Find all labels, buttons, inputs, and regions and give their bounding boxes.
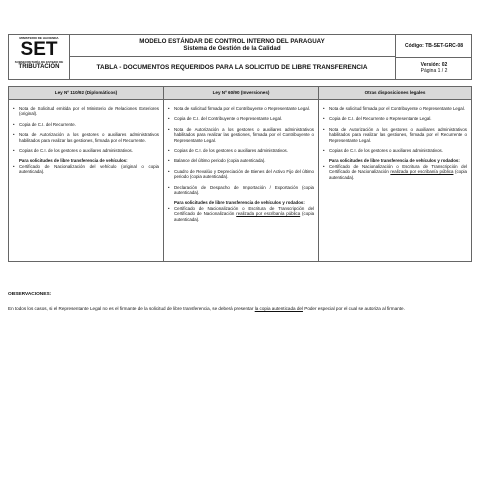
list-item: • Certificado de Nacionalización del vehículo (original o copia autenticada). bbox=[13, 164, 159, 175]
version-box bbox=[396, 57, 472, 79]
list-item: • Copia de C.I. del Recurrente. bbox=[13, 122, 159, 127]
header-table-title: TABLA - DOCUMENTOS REQUERIDOS PARA LA SOLICITUD DE LIBRE TRANSFERENCIA bbox=[96, 64, 368, 71]
document-code: Código: TB-SET-GRC-08 bbox=[396, 35, 472, 58]
list-item: • Balance del último periodo (copia autenticada). bbox=[168, 158, 314, 163]
list-item: • Nota de Autorización a los gestores o auxiliares administrativos habilitados para realizar las gestiones, firmada por el Contribuyente o Representante Legal. bbox=[168, 127, 314, 143]
vehicle-section-title: Para solicitudes de libre transferencia de vehículos y rodados: bbox=[174, 200, 305, 206]
logo-ministry-text: MINISTERIO DE HACIENDA bbox=[19, 36, 59, 40]
vehicle-item-underlined: realizada por escribanía pública bbox=[236, 211, 301, 217]
header-meta bbox=[395, 35, 472, 79]
list-item: • Declaración de Despacho de Importación / Exportación (copia autenticada). bbox=[168, 185, 314, 196]
page-number: Página 1 / 2 bbox=[420, 68, 448, 74]
column-cell bbox=[164, 100, 318, 222]
observations-text-end: Poder especial por el cual se autoriza al firmante. bbox=[304, 306, 405, 311]
logo-set-text: SET bbox=[20, 39, 58, 60]
vehicle-item-tail: (copia autenticada). bbox=[329, 169, 467, 180]
column-header: Ley Nº 110/92 (Diplomáticos) bbox=[9, 87, 163, 100]
header-title-box bbox=[69, 35, 395, 57]
column-otras bbox=[319, 87, 471, 261]
list-item: • Cuadro de Revalúo y Depreciación de Bienes del Activo Fijo del último periodo (copia autenticada). bbox=[168, 169, 314, 180]
vehicle-section-title: Para solicitudes de libre transferencia de vehículos: bbox=[19, 158, 128, 164]
header-title-line1: MODELO ESTÁNDAR DE CONTROL INTERNO DEL PARAGUAY bbox=[139, 38, 325, 45]
observations-text bbox=[8, 306, 470, 312]
column-header: Ley Nº 60/90 (Inversiones) bbox=[164, 87, 318, 100]
logo-tributacion-text: TRIBUTACIÓN bbox=[18, 64, 60, 70]
header-titles bbox=[69, 35, 395, 79]
list-item: • Copias de C.I. de los gestores o auxiliares administrativos. bbox=[168, 148, 314, 153]
vehicle-item-text: Certificado de Nacionalización o Escritura de Transcripción del Certificado de Nacionalización bbox=[174, 205, 314, 217]
requirements-table bbox=[8, 86, 472, 262]
list-item: • Nota de Solicitud emitida por el Ministerio de Relaciones Exteriores (original). bbox=[13, 106, 159, 117]
vehicle-item-underlined: realizada por escribanía pública bbox=[390, 169, 454, 175]
column-diplomaticos bbox=[9, 87, 164, 261]
header-title-line2: Sistema de Gestión de la Calidad bbox=[183, 45, 281, 52]
column-inversiones bbox=[164, 87, 319, 261]
list-item: • Copias de C.I. de los gestores o auxiliares administrativos. bbox=[13, 148, 159, 153]
column-cell bbox=[319, 100, 471, 180]
observations-title: OBSERVACIONES: bbox=[8, 292, 52, 297]
list-item: • Nota de Autorización a los gestores o auxiliares administrativos habilitados para realizar las gestiones, firmada por el Recurrente. bbox=[13, 132, 159, 143]
vehicle-section-title: Para solicitudes de libre transferencia de vehículos y rodados: bbox=[329, 158, 460, 164]
observations-text-start: En todos los casos, si el Representante Legal no es el firmante de la solicitud de libre transferencia, se deberá presentar bbox=[8, 306, 254, 311]
list-item: • Nota de Autorización a los gestores o auxiliares administrativos habilitados para realizar las gestiones, firmada por el Recurrente o Representante Legal. bbox=[323, 127, 467, 143]
document-header bbox=[8, 34, 472, 80]
vehicle-item-text: Certificado de Nacionalización o Escritura de Transcripción del Certificado de Nacionalización bbox=[329, 163, 467, 175]
vehicle-item-tail: (copia autenticada). bbox=[174, 211, 315, 222]
list-item: • Copia de C.I. del Recurrente o Representante Legal. bbox=[323, 116, 467, 121]
list-item bbox=[168, 206, 314, 222]
observations-text-underlined: la copia autenticada del bbox=[254, 306, 303, 311]
list-item: • Copias de C.I. de los gestores o auxiliares administrativos. bbox=[323, 148, 467, 153]
list-item: • Nota de solicitud firmada por el Contribuyente o Representante Legal. bbox=[168, 106, 314, 111]
column-header: Otras disposiciones legales bbox=[319, 87, 471, 100]
list-item: • Nota de solicitud firmada por el Contribuyente o Representante Legal. bbox=[323, 106, 467, 111]
list-item bbox=[323, 164, 467, 180]
list-item: • Copia de C.I. del Contribuyente o Representante Legal. bbox=[168, 116, 314, 121]
document-version: Versión: 02 bbox=[420, 62, 448, 68]
set-logo bbox=[9, 35, 70, 79]
column-cell bbox=[9, 100, 163, 175]
logo-subsecretaria-text: SUBSECRETARÍA DE ESTADO DE bbox=[14, 60, 64, 64]
